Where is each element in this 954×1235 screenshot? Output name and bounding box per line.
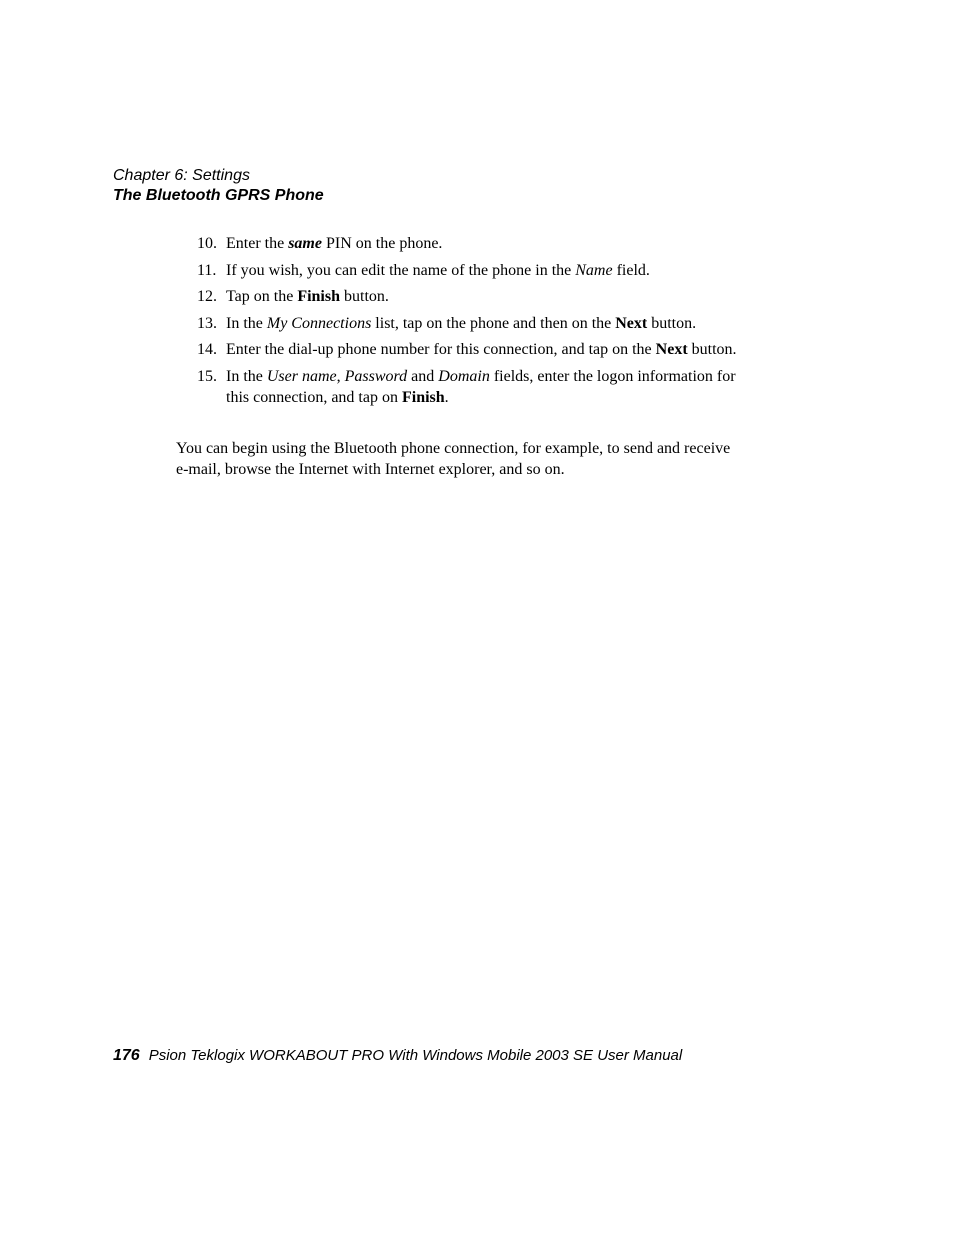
password-field-ref: Password (344, 367, 408, 385)
step-number: 13. (197, 314, 217, 332)
running-header (113, 166, 324, 206)
procedure-steps (197, 233, 742, 413)
body-paragraph: You can begin using the Bluetooth phone connection, for example, to send and receive e-mail, browse the Internet with Internet explorer, and so on. (176, 440, 731, 478)
page-number: 176 (113, 1047, 140, 1064)
step-15: 15. In the User name, Password and Domain fields, enter the logon information for this connection, and tap on Finish. (197, 367, 736, 406)
step-10: 10. Enter the same PIN on the phone. (197, 235, 443, 252)
step-number: 14. (197, 341, 217, 358)
field-name-ref: Name (575, 261, 613, 279)
domain-field-ref: Domain (438, 367, 490, 385)
step-number: 12. (197, 288, 217, 305)
step-14: 14. Enter the dial-up phone number for this connection, and tap on the Next button. (197, 341, 737, 358)
finish-button-ref: Finish (297, 288, 340, 305)
next-button-ref: Next (655, 341, 688, 358)
user-name-field-ref: User name (266, 367, 337, 385)
manual-title: Psion Teklogix WORKABOUT PRO With Windows Mobile 2003 SE User Manual (148, 1047, 683, 1064)
step-number: 10. (197, 235, 217, 252)
step-number: 11. (197, 261, 217, 279)
page-footer (113, 1046, 682, 1066)
section-title: The Bluetooth GPRS Phone (113, 187, 324, 204)
finish-button-ref: Finish (401, 388, 445, 406)
step-13: 13. In the My Connections list, tap on the phone and then on the Next button. (197, 314, 697, 332)
my-connections-ref: My Connections (266, 314, 372, 332)
chapter-title: Chapter 6: Settings (113, 167, 250, 184)
step-11: 11. If you wish, you can edit the name of the phone in the Name field. (197, 261, 650, 279)
step-12: 12. Tap on the Finish button. (197, 288, 389, 305)
step-number: 15. (197, 367, 217, 385)
next-button-ref: Next (615, 314, 648, 332)
emphasis-same: same (288, 235, 322, 252)
